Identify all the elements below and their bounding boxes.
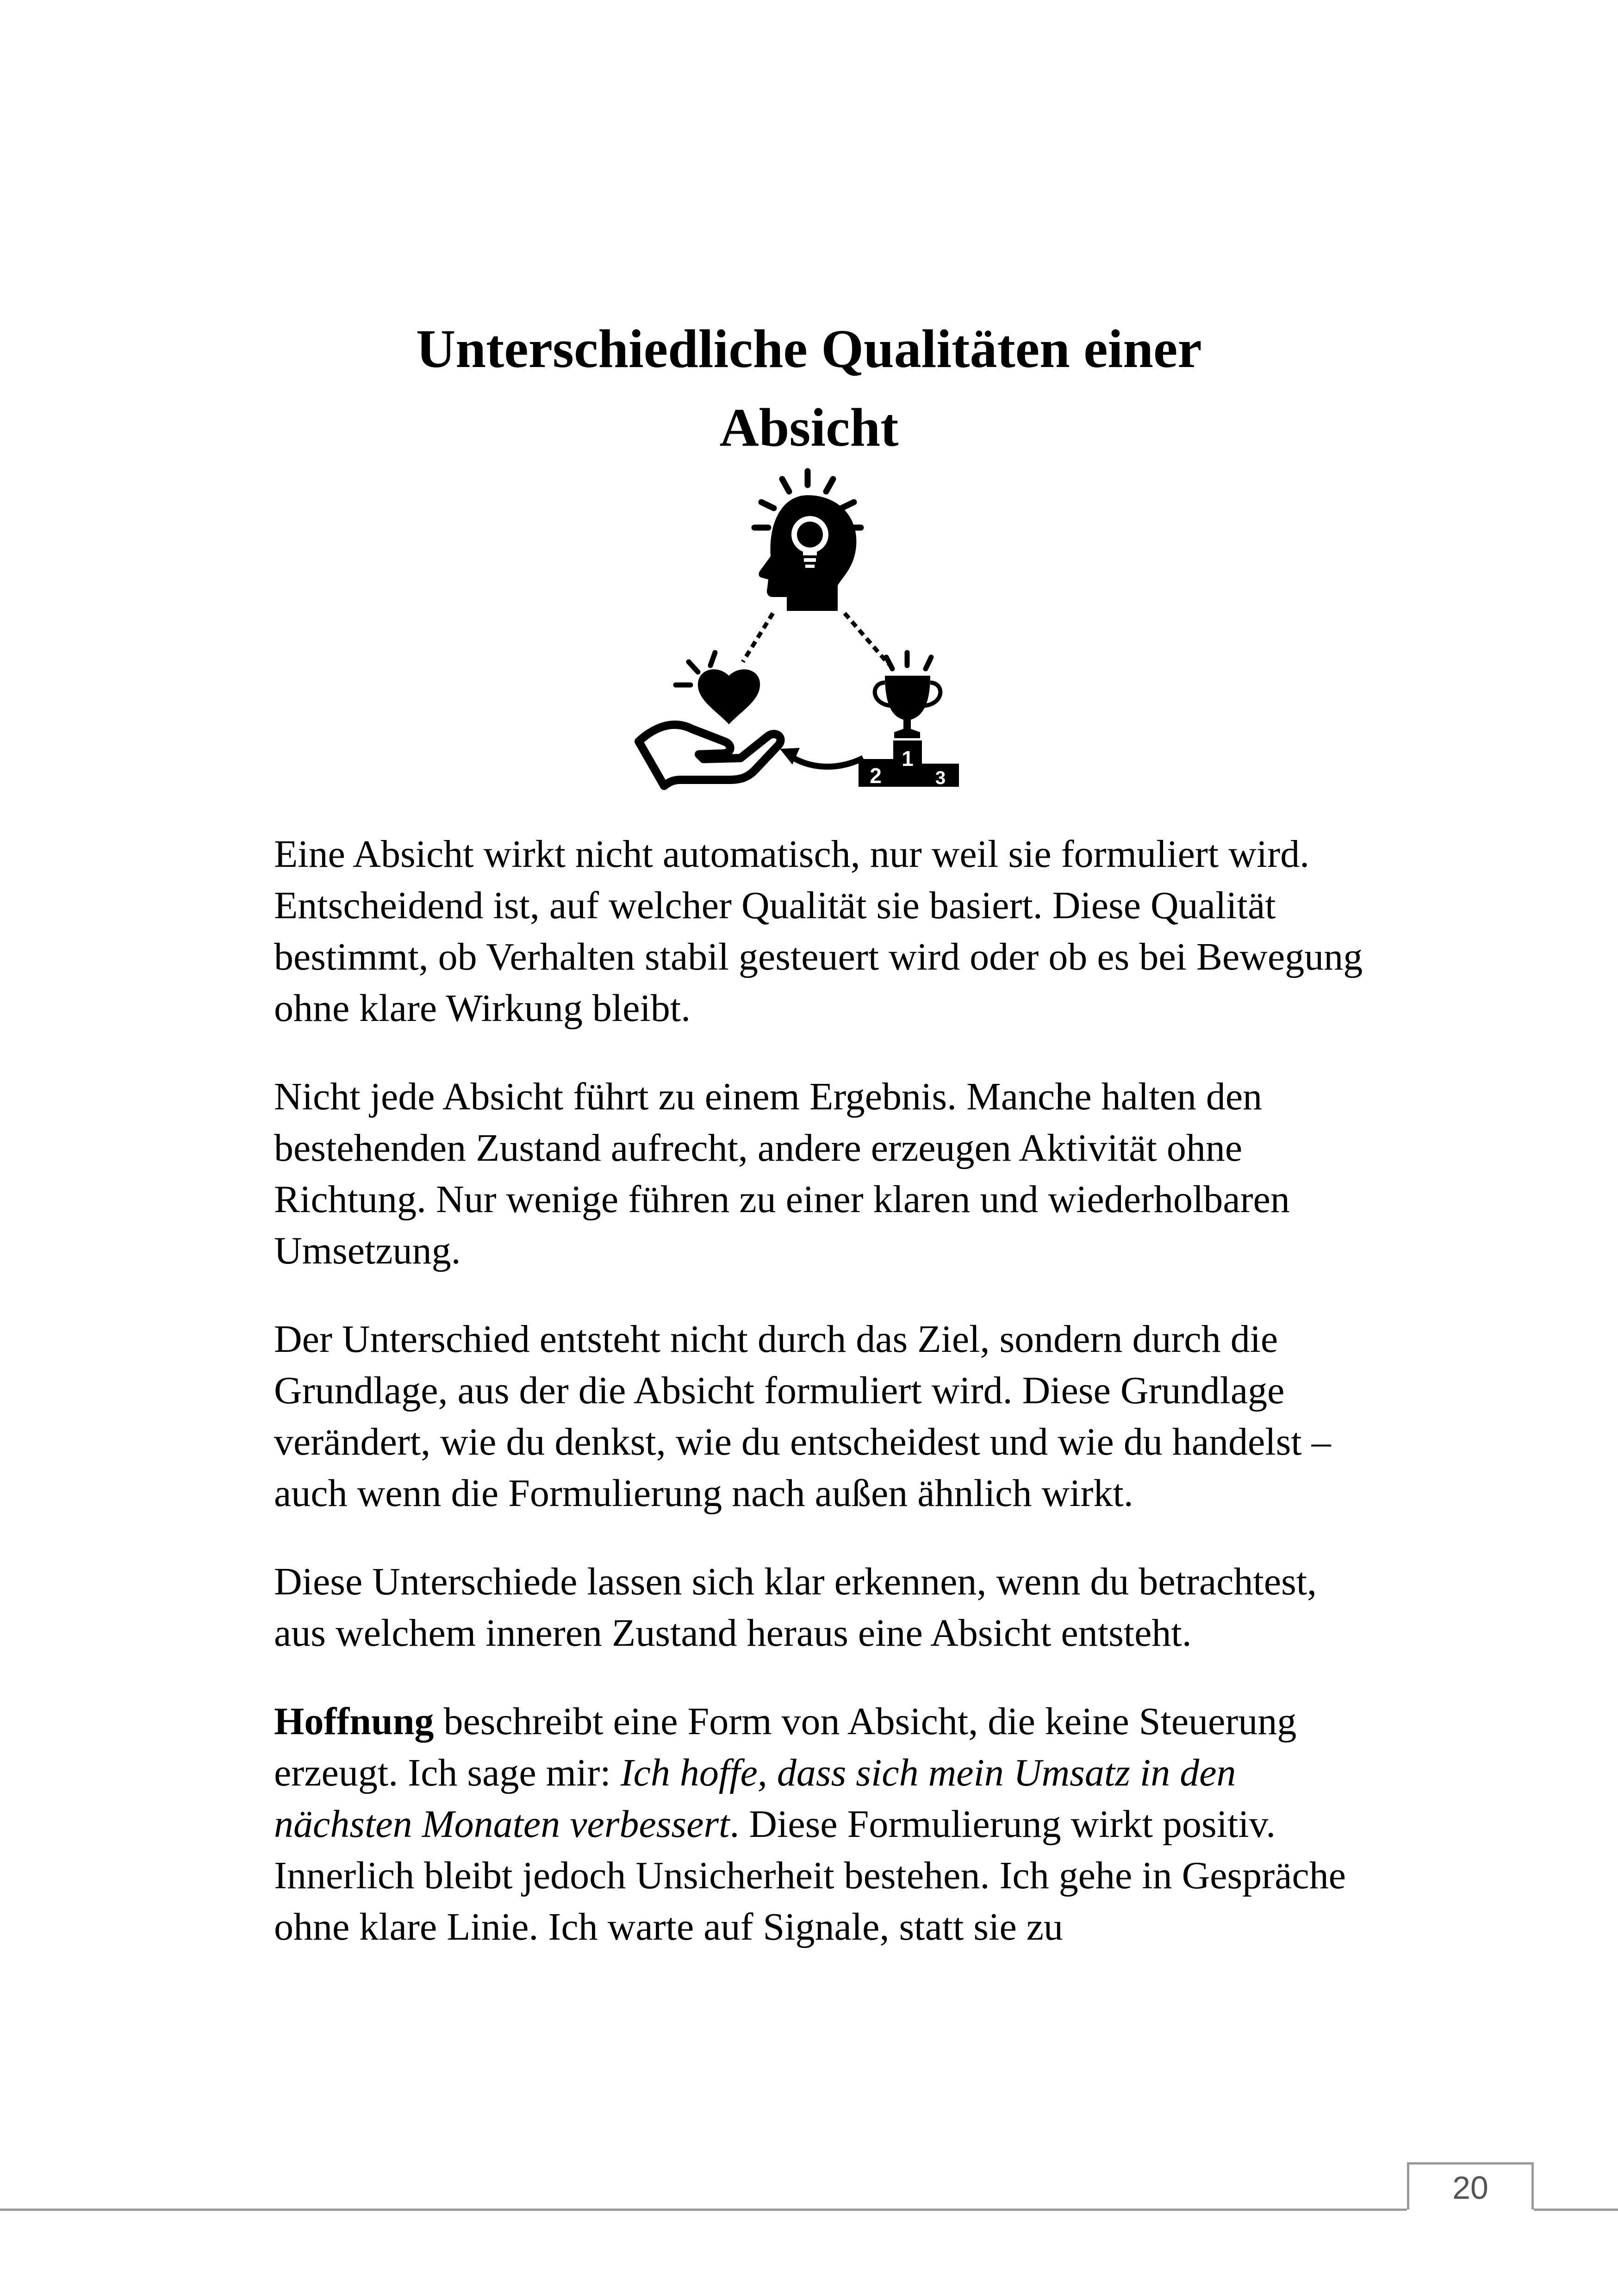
paragraph: Der Unterschied entsteht nicht durch das Ziel, sondern durch die Grundlage, aus der die Absicht formuliert wird. Diese Grundlage verändert, wie du denkst, wie du entscheidest und wie du handelst – auch wenn die Formulierung nach außen ähnlich wirkt. xyxy=(274,1318,1331,1515)
hope-term: Hoffnung xyxy=(274,1700,434,1743)
paragraph: Nicht jede Absicht führt zu einem Ergebnis. Manche halten den bestehenden Zustand aufrecht, andere erzeugen Aktivität ohne Richtung. Nur wenige führen zu einer klaren und wiederholbaren Umsetzung. xyxy=(274,1075,1290,1272)
trophy-podium-icon xyxy=(859,653,959,788)
title-line-2: Absicht xyxy=(719,397,899,458)
podium-label-3: 3 xyxy=(935,768,946,788)
head-lightbulb-icon xyxy=(754,471,861,611)
paragraph: Diese Unterschiede lassen sich klar erkennen, wenn du betrachtest, aus welchem inneren Zustand heraus eine Absicht entsteht. xyxy=(274,1560,1317,1655)
hope-paragraph xyxy=(274,1696,1375,1953)
title-line-1: Unterschiedliche Qualitäten einer xyxy=(416,318,1202,380)
paragraph: Eine Absicht wirkt nicht automatisch, nur weil sie formuliert wird. Entscheidend ist, auf welcher Qualität sie basiert. Diese Qualität bestimmt, ob Verhalten stabil gesteuert wird oder ob es bei Bewegung ohne klare Wirkung bleibt. xyxy=(274,833,1363,1030)
page-title xyxy=(0,310,1618,467)
page-number: 20 xyxy=(1407,2162,1534,2209)
intention-illustration xyxy=(629,458,990,791)
hope-text-1: beschreibt eine Form von Absicht, die keine Steuerung erzeugt. Ich sage mir: xyxy=(274,1700,1297,1794)
footer-rule xyxy=(0,2209,1407,2211)
footer-rule-right xyxy=(1534,2209,1618,2211)
hope-quote: Ich hoffe, dass sich mein Umsatz in den nächsten Monaten verbessert xyxy=(274,1751,1236,1846)
hope-text-2: . Diese Formulierung wirkt positiv. Innerlich bleibt jedoch Unsicherheit bestehen. Ich gehe in Gespräche ohne klare Linie. Ich warte auf Signale, statt sie zu xyxy=(274,1803,1346,1948)
podium-label-1: 1 xyxy=(902,747,914,771)
podium-label-2: 2 xyxy=(870,764,882,788)
body-text xyxy=(274,828,1375,1990)
heart-hand-icon xyxy=(639,653,781,786)
